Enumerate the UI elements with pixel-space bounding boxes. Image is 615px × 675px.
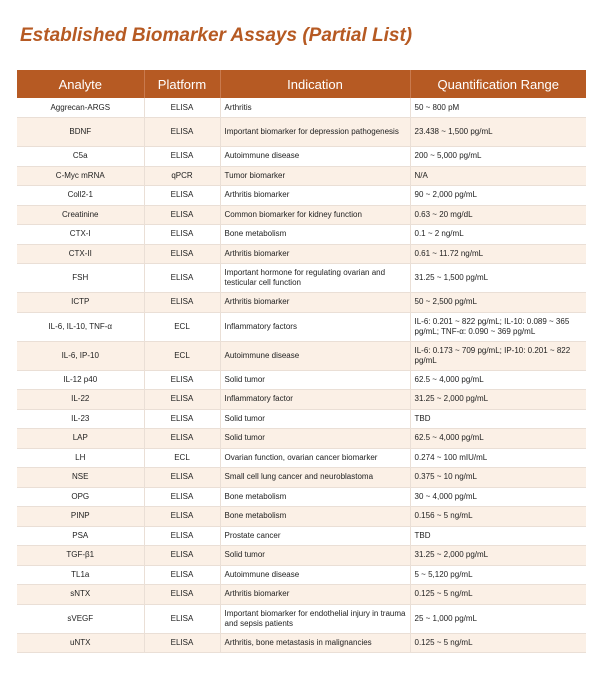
cell-indication: Arthritis [220,98,410,118]
cell-quantification-range: 31.25 ~ 2,000 pg/mL [410,390,586,410]
table-row [17,585,586,605]
cell-platform: ELISA [144,264,220,293]
table-row [17,147,586,167]
header-platform: Platform [144,70,220,98]
table-header-row [17,70,586,98]
cell-platform: ELISA [144,118,220,147]
cell-indication: Solid tumor [220,370,410,390]
cell-indication: Prostate cancer [220,526,410,546]
cell-indication: Autoimmune disease [220,341,410,370]
cell-platform: ELISA [144,468,220,488]
cell-quantification-range: 31.25 ~ 1,500 pg/mL [410,264,586,293]
cell-quantification-range: IL-6: 0.201 ~ 822 pg/mL; IL-10: 0.089 ~ 365 pg/mL; TNF-α: 0.090 ~ 369 pg/mL [410,312,586,341]
cell-analyte: PINP [17,507,144,527]
table-row [17,565,586,585]
cell-quantification-range: 0.156 ~ 5 ng/mL [410,507,586,527]
cell-analyte: uNTX [17,633,144,653]
cell-indication: Inflammatory factor [220,390,410,410]
table-row [17,370,586,390]
cell-platform: ELISA [144,429,220,449]
cell-quantification-range: 62.5 ~ 4,000 pg/mL [410,429,586,449]
cell-analyte: IL-6, IL-10, TNF-α [17,312,144,341]
cell-analyte: BDNF [17,118,144,147]
cell-analyte: IL-6, IP-10 [17,341,144,370]
cell-indication: Arthritis, bone metastasis in malignancies [220,633,410,653]
table-row [17,429,586,449]
cell-quantification-range: 0.61 ~ 11.72 ng/mL [410,244,586,264]
cell-analyte: IL-12 p40 [17,370,144,390]
table-row [17,264,586,293]
cell-analyte: Aggrecan-ARGS [17,98,144,118]
cell-indication: Bone metabolism [220,487,410,507]
cell-analyte: LH [17,448,144,468]
cell-quantification-range: 0.125 ~ 5 ng/mL [410,585,586,605]
cell-quantification-range: TBD [410,526,586,546]
table-row [17,244,586,264]
cell-analyte: sNTX [17,585,144,605]
cell-indication: Important biomarker for endothelial injury in trauma and sepsis patients [220,604,410,633]
table-row [17,166,586,186]
table-row [17,409,586,429]
cell-quantification-range: 50 ~ 2,500 pg/mL [410,293,586,313]
cell-quantification-range: 0.125 ~ 5 ng/mL [410,633,586,653]
header-indication: Indication [220,70,410,98]
table-row [17,546,586,566]
cell-quantification-range: N/A [410,166,586,186]
cell-quantification-range: 5 ~ 5,120 pg/mL [410,565,586,585]
cell-indication: Bone metabolism [220,225,410,245]
cell-quantification-range: 90 ~ 2,000 pg/mL [410,186,586,206]
table-row [17,390,586,410]
table-row [17,293,586,313]
table-row [17,225,586,245]
cell-indication: Ovarian function, ovarian cancer biomarker [220,448,410,468]
cell-platform: ECL [144,341,220,370]
cell-platform: ELISA [144,565,220,585]
cell-indication: Arthritis biomarker [220,585,410,605]
cell-quantification-range: 0.1 ~ 2 ng/mL [410,225,586,245]
cell-platform: ELISA [144,390,220,410]
cell-analyte: C5a [17,147,144,167]
table-row [17,468,586,488]
header-quantification-range: Quantification Range [410,70,586,98]
cell-analyte: sVEGF [17,604,144,633]
cell-quantification-range: 31.25 ~ 2,000 pg/mL [410,546,586,566]
cell-platform: ECL [144,312,220,341]
cell-quantification-range: 0.274 ~ 100 mIU/mL [410,448,586,468]
cell-indication: Solid tumor [220,429,410,449]
cell-platform: ELISA [144,409,220,429]
page-title: Established Biomarker Assays (Partial List) [20,25,413,46]
table-row [17,526,586,546]
biomarker-table-container [17,70,586,653]
cell-indication: Bone metabolism [220,507,410,527]
cell-analyte: NSE [17,468,144,488]
cell-indication: Common biomarker for kidney function [220,205,410,225]
cell-indication: Inflammatory factors [220,312,410,341]
cell-indication: Important hormone for regulating ovarian and testicular cell function [220,264,410,293]
cell-indication: Tumor biomarker [220,166,410,186]
table-row [17,312,586,341]
cell-quantification-range: 200 ~ 5,000 pg/mL [410,147,586,167]
header-analyte: Analyte [17,70,144,98]
cell-quantification-range: IL-6: 0.173 ~ 709 pg/mL; IP-10: 0.201 ~ 822 pg/mL [410,341,586,370]
table-body [17,98,586,653]
cell-indication: Important biomarker for depression pathogenesis [220,118,410,147]
cell-platform: ELISA [144,205,220,225]
table-row [17,205,586,225]
cell-platform: qPCR [144,166,220,186]
cell-analyte: CTX-I [17,225,144,245]
table-row [17,186,586,206]
cell-quantification-range: 23.438 ~ 1,500 pg/mL [410,118,586,147]
table-row [17,98,586,118]
cell-platform: ELISA [144,186,220,206]
cell-indication: Autoimmune disease [220,147,410,167]
cell-platform: ELISA [144,98,220,118]
cell-quantification-range: 62.5 ~ 4,000 pg/mL [410,370,586,390]
table-row [17,448,586,468]
table-row [17,341,586,370]
table-row [17,118,586,147]
cell-analyte: Creatinine [17,205,144,225]
cell-quantification-range: 30 ~ 4,000 pg/mL [410,487,586,507]
cell-indication: Arthritis biomarker [220,186,410,206]
cell-indication: Autoimmune disease [220,565,410,585]
cell-platform: ELISA [144,546,220,566]
cell-platform: ELISA [144,604,220,633]
cell-platform: ELISA [144,487,220,507]
cell-quantification-range: 0.63 ~ 20 mg/dL [410,205,586,225]
biomarker-table [17,70,586,653]
cell-quantification-range: 25 ~ 1,000 pg/mL [410,604,586,633]
cell-platform: ECL [144,448,220,468]
cell-analyte: PSA [17,526,144,546]
cell-platform: ELISA [144,244,220,264]
cell-analyte: ICTP [17,293,144,313]
cell-indication: Solid tumor [220,409,410,429]
cell-analyte: FSH [17,264,144,293]
cell-platform: ELISA [144,225,220,245]
cell-indication: Solid tumor [220,546,410,566]
cell-analyte: TGF-β1 [17,546,144,566]
cell-platform: ELISA [144,585,220,605]
cell-analyte: C-Myc mRNA [17,166,144,186]
cell-indication: Small cell lung cancer and neuroblastoma [220,468,410,488]
cell-platform: ELISA [144,526,220,546]
cell-platform: ELISA [144,507,220,527]
cell-platform: ELISA [144,633,220,653]
cell-quantification-range: TBD [410,409,586,429]
cell-quantification-range: 0.375 ~ 10 ng/mL [410,468,586,488]
table-row [17,507,586,527]
cell-analyte: IL-22 [17,390,144,410]
cell-analyte: Coll2-1 [17,186,144,206]
cell-indication: Arthritis biomarker [220,293,410,313]
cell-platform: ELISA [144,293,220,313]
cell-quantification-range: 50 ~ 800 pM [410,98,586,118]
cell-analyte: OPG [17,487,144,507]
table-row [17,633,586,653]
cell-platform: ELISA [144,370,220,390]
cell-platform: ELISA [144,147,220,167]
table-row [17,604,586,633]
table-row [17,487,586,507]
cell-analyte: CTX-II [17,244,144,264]
cell-analyte: LAP [17,429,144,449]
cell-indication: Arthritis biomarker [220,244,410,264]
cell-analyte: TL1a [17,565,144,585]
cell-analyte: IL-23 [17,409,144,429]
